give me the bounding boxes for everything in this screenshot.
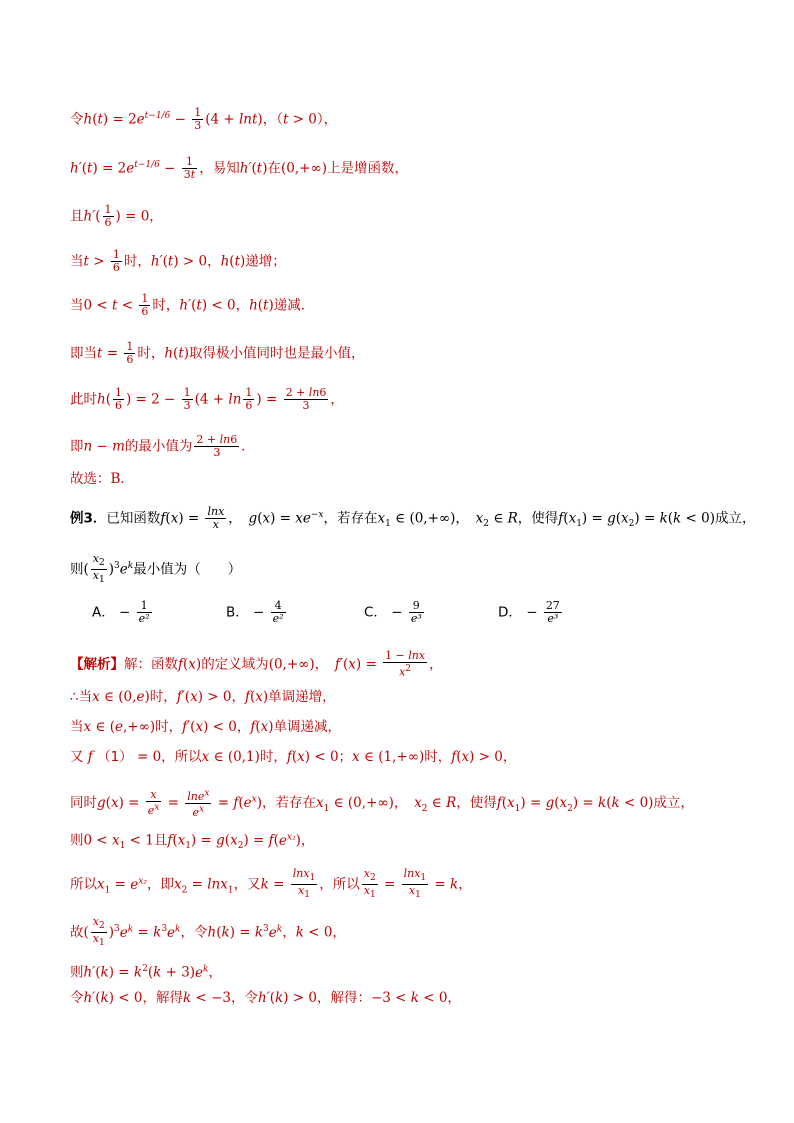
line-3: 且h′( $\frac{1}{6}$ ) = 0， <box>70 203 163 229</box>
solution-line-10: 令h′(k) < 0，解得k < −3，令h′(k) > 0，解得：−3 < k < 0， <box>70 990 461 1006</box>
solution-line-9: 则$h'(k) = k^2(k + 3)e^k$， <box>70 964 223 981</box>
line-1: 令$h(t) = 2e^{t-1/6}$ − $\frac{1}{3}$ (4 + lnt)，（t > 0）， <box>70 106 338 132</box>
line-6: 即当t = $\frac{1}{6}$ 时，h(t)取得极小值同时也是最小值， <box>70 340 365 366</box>
solution-line-5: 同时g(x) = $\frac{x}{e^x}$ = $\frac{\ln e^x}{e^x}$ = $f(e^x)$，若存在$x_1$ ∈ (0,+∞)， $x_2$ ∈ R，使得$f(x_1) = g(x_2) = k(k < 0)$成立， <box>70 787 694 820</box>
option-b[interactable]: B． − $\frac{4}{\text{e²}}$ <box>226 599 284 625</box>
example-3-question: 则( $\frac{x_2}{x_1}$ )$^3e^k$最小值为（ ） <box>70 552 242 586</box>
line-7: 此时h( $\frac{1}{6}$ ) = 2 − $\frac{1}{3}$ (4 + ln $\frac{1}{6}$ ) = $\frac{2 + \ln 6}{3}$ ， <box>70 386 344 412</box>
line-5: 当0 < t < $\frac{1}{6}$ 时，h′(t) < 0，h(t)递减． <box>70 292 315 318</box>
solution-line-2: ∴当x ∈ (0,e)时，f′(x) > 0，f(x)单调递增， <box>70 689 336 705</box>
solution-line-8: 故( $\frac{x_2}{x_1}$ )$^3e^k = k^3e^k$，令$h(k) = k^3e^k$，k < 0， <box>70 915 346 949</box>
line-2: $h'(t) = 2e^{t-1/6}$ − $\frac{1}{3t}$ ，易知h′(t)在(0,+∞)上是增函数， <box>70 155 408 181</box>
line-8: 即n − m的最小值为 $\frac{2 + \ln 6}{3}$ ． <box>70 433 255 459</box>
option-a[interactable]: A． − $\frac{1}{\text{e²}}$ <box>92 599 150 625</box>
solution-line-3: 当x ∈ (e,+∞)时，f′(x) < 0，f(x)单调递减， <box>70 719 341 735</box>
line-4: 当t > $\frac{1}{6}$ 时，h′(t) > 0，h(t)递增； <box>70 248 286 274</box>
solution-line-1: 【解析】解：函数f(x)的定义域为(0,+∞)， f′(x) = $\frac{1 - \ln x}{x^2}$ ， <box>70 649 443 679</box>
option-d[interactable]: D． − $\frac{27}{\text{e³}}$ <box>498 599 560 625</box>
example-3-stem: 例3．已知函数f(x) = $\frac{\ln x}{x}$ ， $g(x) = xe^{-x}$，若存在$x_1$ ∈ (0,+∞)， $x_2$ ∈ R，使得$f(x_1) = g(x_2) = k(k < 0)$成立， <box>70 505 756 531</box>
option-c[interactable]: C． − $\frac{9}{\text{e³}}$ <box>364 599 422 625</box>
line-9: 故选：B． <box>70 471 134 487</box>
solution-line-4: 又 f （1） = 0，所以x ∈ (0,1)时，f(x) < 0；x ∈ (1,+∞)时，f(x) > 0， <box>70 749 517 765</box>
solution-line-6: 则$0 < x_1 < 1$且$f(x_1) = g(x_2) = f(e^{x_2})$， <box>70 832 315 852</box>
solution-line-7: 所以$x_1 = e^{x_2}$，即$x_2 = \ln x_1$，又k = $\frac{\ln x_1}{x_1}$ ，所以 $\frac{x_2}{x_1}$ = $\frac{\ln x_1}{x_1}$ = k， <box>70 867 472 901</box>
